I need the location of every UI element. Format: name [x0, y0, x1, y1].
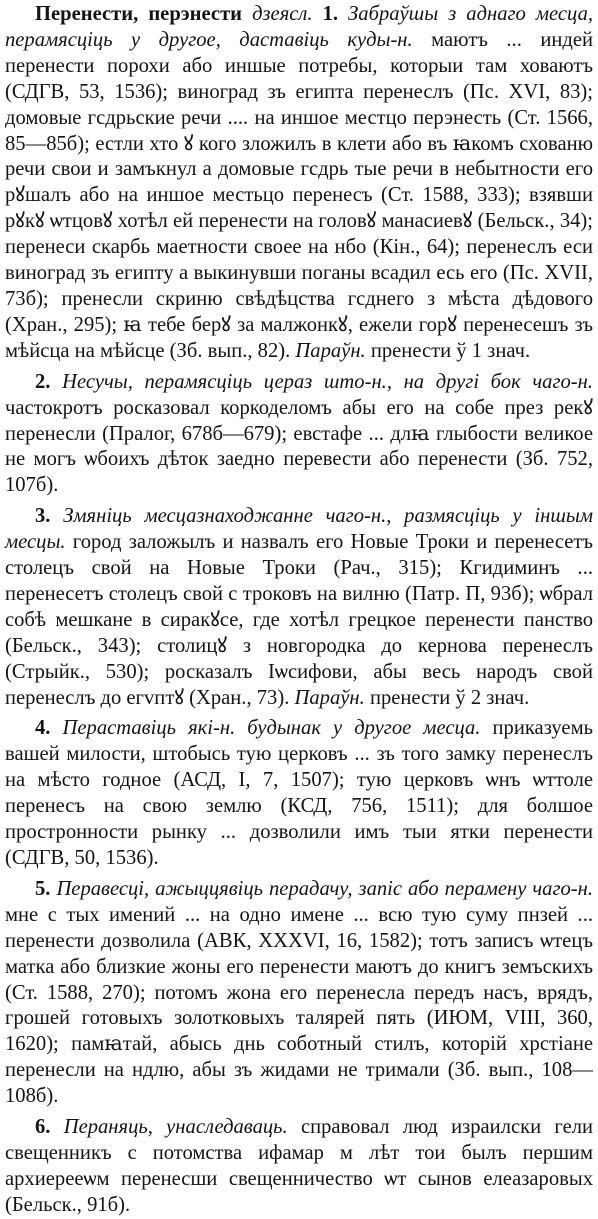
- sense-definition: Пераняць, унаследаваць.: [63, 1116, 288, 1139]
- sense-number: 1.: [322, 3, 339, 25]
- sense-definition: Несучы, перамясціць цераз што-н., на другі бок чаго-н.: [62, 370, 593, 393]
- grammar-label: дзеясл.: [252, 3, 313, 25]
- sense-definition: Змяніць месцазнаходжанне чаго-н., размясціць у іншым месцы.: [5, 505, 593, 554]
- sense-number: 6.: [35, 1116, 51, 1139]
- sense-definition: Пераставіць які-н. будынак у другое месца.: [62, 717, 481, 740]
- headword: Перенести, перэнести: [35, 3, 243, 25]
- sense-definition: Забраўшы з аднаго месца, перамясціць у другое, даставіць куды-н.: [5, 3, 594, 51]
- sense-number: 3.: [35, 505, 51, 528]
- sense-6: [5, 1115, 593, 1219]
- sense-citations: приказуемь вашей милости, штобысь тую церковъ ... зъ того замку перенеслъ на мѣсто годное (АСД, I, 7, 1507); тую церковъ ѡнъ ѡттоле перенесъ на свою землю (КСД, 756, 1511); для болшое простронности рынку ... дозволили имъ тыи ятки перенести (СДГВ, 50, 1536).: [5, 717, 593, 869]
- sense-citations: справовал люд израилски гели свещенникъ с потомства ифамар м лѣт тои былъ першим архиерееѡм перенесши свещенничество ѡт сынов елеазаровых (Бельск., 91б).: [5, 1116, 594, 1216]
- sense-2: [5, 370, 593, 500]
- sense-citations: маютъ ... индей перенести порохи або иншые потребы, которыи там ховаютъ (СДГВ, 53, 1536); виноград зъ египта перенеслъ (Пс. XVI, 83); домовые гсдрьские речи .... на иншое местцо перэнесть (Ст. 1566, 85—85б); естли хто ꙋ кого зложилъ в клети або въ ꙗкомъ схованю речи свои и замъкнул а домовые гсдрь тые речи в небытности его рꙋшалъ або на иншое местьцо перенесъ (Ст. 1588, 333); взявши рꙋкꙋ ѡтцовꙋ хотѣл ей перенести на головꙋ манасиевꙋ (Бельск., 34); перенеси скарбь маетности своее на нбо (Кін., 64); перенеслъ еси виноград зъ египту а выкинувши поганы всадил есь его (Пс. XVII, 73б); пренесли скриню свѣдѣцства гсднего з мѣста дѣдового (Хран., 295); ꙗ тебе берꙋ за малжонкꙋ, ежели горꙋ перенесешъ зъ мѣйсца на мѣйсце (Зб. вып., 82).: [5, 28, 593, 362]
- sense-number: 2.: [35, 370, 51, 393]
- cross-ref-text: пренести ў 1 знач.: [365, 339, 531, 362]
- sense-1: [5, 2, 593, 365]
- sense-4: [5, 716, 593, 871]
- cross-ref-label: Параўн.: [294, 686, 365, 709]
- sense-citations: город заложылъ и назвалъ его Новые Троки и перенесетъ столецъ свой на Новые Троки (Рач., 315); Кгидиминъ ... перенесетъ столецъ свой с троковъ на вилню (Патр. П, 93б); ѡбрал собѣ мешкане в сиракꙋсе, где хотѣл грецкое перенести панство (Бельск., 343); столицꙋ з новгородка до кернова перенеслъ (Стрыйк., 530); росказалъ Іѡсифови, абы весь народъ свой перенеслъ до егvптꙋ (Хран., 73).: [5, 531, 593, 709]
- sense-citations: мне с тых имений ... на одно имене ... всю тую суму пнзей ... перенести дозволила (АВК, XXXVI, 16, 1582); тотъ записъ ѡтецъ матка або близкие жоны его перенести маютъ до книгъ земъскихъ (Ст. 1588, 270); потомъ жона его перенесла передъ насъ, врядъ, грошей готовыхъ золотковыхъ талярей пять (ИЮМ, VIII, 360, 1620); памꙗтай, абысь днь соботный стилъ, которій хрстіане перенесли на ндлю, абы зъ жидами не тримали (Зб. вып., 108—108б).: [5, 903, 593, 1108]
- sense-5: [5, 877, 593, 1110]
- cross-ref-label: Параўн.: [295, 339, 366, 362]
- cross-ref-text: пренести ў 2 знач.: [364, 686, 530, 709]
- sense-number: 5.: [35, 877, 51, 900]
- sense-3: [5, 504, 593, 711]
- sense-citations: частокротъ росказовал коркоделомъ абы его на собе през рекꙋ перенесли (Пралог, 678б—679); евстафе ... длꙗ глыбости великое не могъ ѡбоихъ дѣток заедно перевести або перенести (Зб. 752, 107б).: [5, 396, 593, 497]
- sense-number: 4.: [35, 717, 51, 740]
- sense-definition: Перавесці, ажыццявіць перадачу, запіс або перамену чаго-н.: [56, 877, 593, 900]
